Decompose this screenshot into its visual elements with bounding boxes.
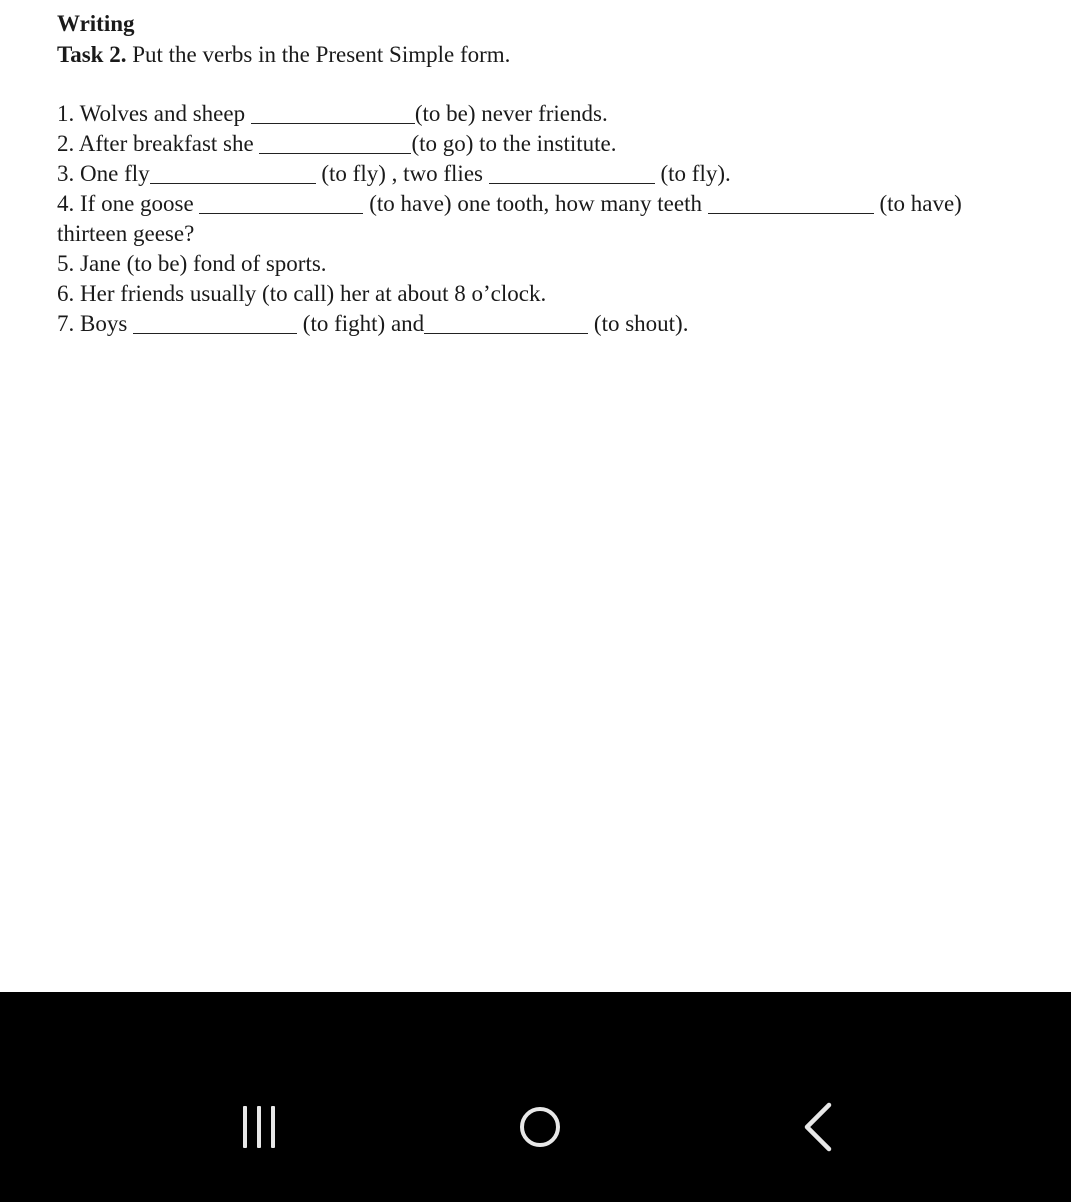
exercise-item-4-continuation: thirteen geese? bbox=[57, 221, 195, 246]
home-button[interactable] bbox=[505, 1092, 575, 1162]
item-3-prefix: 3. One fly bbox=[57, 161, 150, 186]
recents-icon bbox=[243, 1106, 275, 1148]
item-3-hint-1: (to fly) , two flies bbox=[315, 161, 489, 186]
item-7-hint-2: (to shout). bbox=[588, 311, 689, 336]
item-2-prefix: 2. After breakfast she bbox=[57, 131, 260, 156]
task-label: Task 2. bbox=[57, 42, 127, 67]
home-icon bbox=[520, 1107, 560, 1147]
item-2-hint: (to go) to the institute. bbox=[411, 131, 617, 156]
exercise-item-3 bbox=[57, 159, 731, 189]
item-3-blank-1[interactable] bbox=[150, 163, 316, 184]
page-heading: Writing bbox=[57, 11, 135, 36]
item-4-hint-2: (to have) bbox=[873, 191, 962, 216]
item-1-blank[interactable] bbox=[251, 103, 415, 124]
item-7-blank-1[interactable] bbox=[133, 313, 297, 334]
recents-button[interactable] bbox=[224, 1092, 294, 1162]
item-4-blank-1[interactable] bbox=[199, 193, 363, 214]
item-7-blank-2[interactable] bbox=[424, 313, 588, 334]
item-7-prefix: 7. Boys bbox=[57, 311, 134, 336]
exercise-item-5: 5. Jane (to be) fond of sports. bbox=[57, 251, 327, 276]
item-4-hint-1: (to have) one tooth, how many teeth bbox=[363, 191, 708, 216]
item-3-hint-2: (to fly). bbox=[654, 161, 731, 186]
back-icon bbox=[799, 1101, 839, 1153]
item-4-prefix: 4. If one goose bbox=[57, 191, 200, 216]
system-navigation-bar bbox=[0, 992, 1071, 1202]
item-1-hint: (to be) never friends. bbox=[414, 101, 608, 126]
exercise-item-4 bbox=[57, 189, 962, 219]
back-button[interactable] bbox=[784, 1092, 854, 1162]
item-1-prefix: 1. Wolves and sheep bbox=[57, 101, 251, 126]
exercise-item-6: 6. Her friends usually (to call) her at about 8 o’clock. bbox=[57, 281, 547, 306]
exercise-item-2 bbox=[57, 129, 617, 159]
exercise-item-7 bbox=[57, 309, 688, 339]
item-4-blank-2[interactable] bbox=[708, 193, 874, 214]
item-7-hint-1: (to fight) and bbox=[297, 311, 425, 336]
item-2-blank[interactable] bbox=[259, 133, 411, 154]
item-3-blank-2[interactable] bbox=[489, 163, 655, 184]
exercise-item-1 bbox=[57, 99, 608, 129]
task-instruction bbox=[57, 40, 510, 70]
task-instruction-text: Put the verbs in the Present Simple form. bbox=[126, 42, 511, 67]
